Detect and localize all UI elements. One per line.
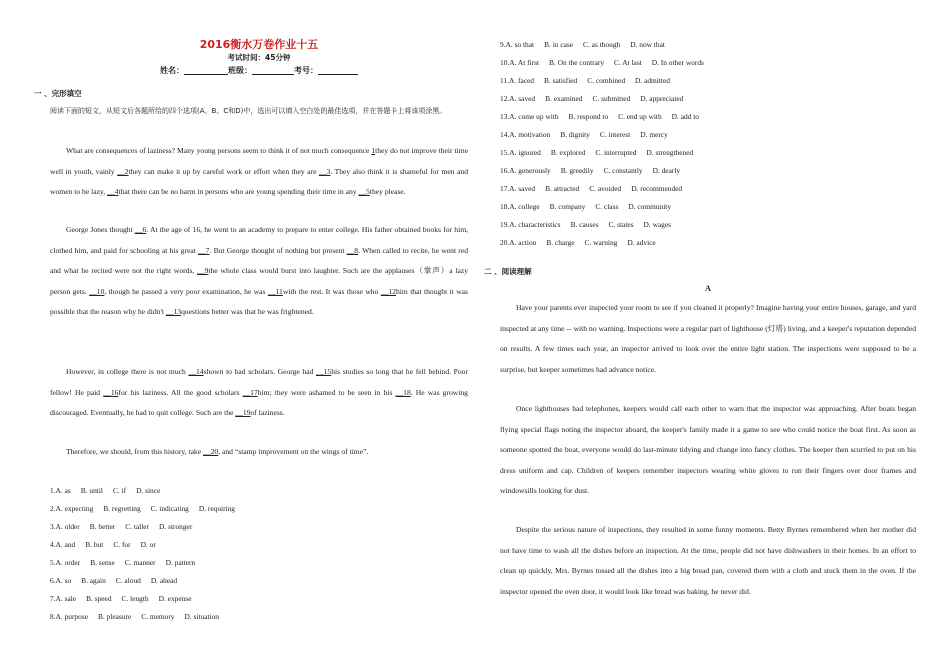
cloze-paragraph-4 (50, 442, 468, 463)
option-choice[interactable]: A. come up with (509, 112, 559, 121)
option-choice[interactable]: A. motivation (509, 130, 551, 139)
paragraph-text: him; they were ashamed to be seen in his (257, 387, 396, 397)
option-number: 15. (500, 148, 510, 157)
option-choice[interactable]: D. requiring (198, 504, 235, 513)
option-choice[interactable]: C. aloud (115, 576, 141, 585)
cloze-blank: __5 (358, 187, 370, 196)
option-choice[interactable]: A. At first (509, 58, 540, 67)
option-choice[interactable]: A. so (55, 576, 72, 585)
option-number: 2. (50, 504, 56, 513)
option-choice[interactable]: B. respond to (568, 112, 609, 121)
option-choice[interactable]: A. so that (505, 40, 535, 49)
paragraph-text: , and “stamp improvement on the wings of time”. (218, 447, 369, 456)
option-choice[interactable]: C. manner (124, 558, 156, 567)
option-choice[interactable]: B. pleasure (97, 612, 132, 621)
option-row (50, 540, 156, 549)
paragraph-text: of laziness. (250, 408, 285, 417)
option-number: 17. (500, 184, 510, 193)
option-choice[interactable]: B. until (80, 486, 103, 495)
option-choice[interactable]: D. expense (158, 594, 192, 603)
option-choice[interactable]: D. strengthened (646, 148, 694, 157)
option-choice[interactable]: C. At last (614, 58, 642, 67)
passage-label: A (705, 284, 711, 293)
paragraph-text: George Jones thought (66, 225, 135, 234)
option-choice[interactable]: C. for (113, 540, 131, 549)
cloze-blank: __11 (267, 286, 283, 296)
paragraph-text: questions better was that he was frightened. (181, 307, 314, 316)
option-choice[interactable]: D. situation (184, 612, 219, 621)
cloze-blank: __14 (188, 367, 204, 376)
exam-time: 考试时间：45分钟 (227, 53, 291, 62)
paragraph-text: with the rest. It was those who (282, 286, 381, 296)
cloze-blank: __2 (117, 166, 129, 176)
option-choice[interactable]: A. older (55, 522, 80, 531)
option-number: 3. (50, 522, 56, 531)
option-number: 6. (50, 576, 56, 585)
option-choice[interactable]: B. better (89, 522, 116, 531)
option-choice[interactable]: B. company (549, 202, 586, 211)
option-choice[interactable]: A. sale (55, 594, 77, 603)
cloze-blank: __3 (318, 166, 331, 176)
option-choice[interactable]: C. memory (141, 612, 175, 621)
option-choice[interactable]: C. combined (587, 76, 626, 85)
option-choice[interactable]: C. interest (599, 130, 631, 139)
option-number: 12. (500, 94, 510, 103)
cloze-blank: __17 (242, 387, 258, 397)
option-number: 5. (50, 558, 56, 567)
paragraph-text: , though he passed a very poor examination, he was (104, 286, 268, 296)
option-row (500, 148, 693, 157)
number-blank[interactable] (318, 65, 358, 75)
option-choice[interactable]: D. community (628, 202, 672, 211)
paragraph-text: they please. (369, 187, 406, 196)
option-choice[interactable]: D. add to (671, 112, 699, 121)
option-choice[interactable]: B. dignity (560, 130, 590, 139)
option-choice[interactable]: C. submitted (592, 94, 631, 103)
paragraph-text: they can make it up by careful work or effort when they are (128, 166, 319, 176)
cloze-blank: __9 (197, 266, 209, 275)
option-choice[interactable]: A. as (55, 486, 71, 495)
option-choice[interactable]: B. in case (544, 40, 574, 49)
reading-paragraph-3: Despite the serious nature of inspections, they resulted in some funny moments. Betty Byrnes remembered when her mother did not have time to wash all the dishes before an inspection. At the time, people did not have dishwashers in their homes. In an effort to clean up quickly, Mrs. Byrnes tossed all the dishes into a big bread pan, covered them with a cloth and stuck them in the oven. If the inspector opened the oven door, it would look like bread was baking. he never did. (500, 525, 916, 596)
option-row (50, 576, 177, 585)
option-choice[interactable]: C. taller (125, 522, 150, 531)
option-row (50, 504, 235, 513)
option-number: 20. (500, 238, 510, 247)
option-choice[interactable]: A. saved (509, 184, 536, 193)
option-row (500, 76, 670, 85)
paragraph-text: for his laziness. All the good scholars (118, 387, 243, 397)
option-choice[interactable]: A. college (509, 202, 540, 211)
cloze-blank: __19 (235, 408, 251, 417)
option-choice[interactable]: A. expecting (55, 504, 94, 513)
option-number: 8. (50, 612, 56, 621)
option-choice[interactable]: B. greedily (560, 166, 594, 175)
option-choice[interactable]: D. or (140, 540, 156, 549)
option-row (500, 238, 656, 247)
option-row (50, 612, 219, 621)
paragraph-text: . At the age of 16, he went to an academy to prepare to enter college. His father obtained books for him, clothed him, and paid for schooling at his great (50, 225, 468, 255)
paragraph-text: Therefore, we should, from this history, take (66, 447, 204, 456)
option-choice[interactable]: B. causes (570, 220, 599, 229)
option-number: 9. (500, 40, 506, 49)
option-choice[interactable]: B. satisfied (544, 76, 578, 85)
option-row (500, 58, 704, 67)
option-choice[interactable]: A. saved (509, 94, 536, 103)
option-number: 16. (500, 166, 510, 175)
option-number: 11. (500, 76, 509, 85)
paragraph-text: . He was growing discouraged. Eventually, he had to quit college. Such are the (50, 387, 468, 417)
option-number: 7. (50, 594, 56, 603)
option-number: 19. (500, 220, 510, 229)
option-choice[interactable]: C. end up with (618, 112, 662, 121)
paragraph-text: his studies so long that he fell behind. Poor fellow! He paid (50, 367, 468, 397)
option-number: 13. (500, 112, 510, 121)
option-choice[interactable]: D. admitted (635, 76, 670, 85)
number-label: 考号： (294, 66, 318, 75)
cloze-blank: __10 (89, 286, 105, 296)
option-choice[interactable]: C. class (595, 202, 619, 211)
reading-paragraph-1: Have your parents ever inspected your room to see if you cleaned it properly? Imagine having your entire houses, garage, and yard inspected at any time -- with no warning. Inspections were a regular part of lighthouse (灯塔) living, and a keeper's reputation depended on results. A few times each year, an inspector arrived to look over the entire light station. The inspections were supposed to be a surprise, but keeper sometimes had advance notice. (500, 303, 916, 374)
option-choice[interactable]: D. now that (630, 40, 665, 49)
option-choice[interactable]: D. dearly (652, 166, 681, 175)
cloze-blank: __6 (134, 225, 147, 234)
reading-paragraph-2: Once lighthouses had telephones, keepers would call each other to warn that the inspector was approaching. After boats began flying special flags noting the inspector aboard, the keeper's family made it a game to see who could notice the boat first. As soon as someone spotted the boat, everyone would do last-minute tidying and change into fancy clothes. The keeper then scurried to put on his dress uniform and cap. Children of keepers remember inspectors wearing white gloves to run their fingers over door frames and windowsills looking for dust. (500, 404, 916, 495)
cloze-blank: __20 (203, 447, 219, 456)
paragraph-text: What are consequences of laziness? Many young persons seem to think it of not much consequence (66, 146, 372, 155)
cloze-blank: __4 (107, 187, 119, 196)
option-choice[interactable]: A. ignored (509, 148, 541, 157)
option-choice[interactable]: A. and (55, 540, 76, 549)
option-number: 14. (500, 130, 510, 139)
cloze-blank: 1 (371, 146, 376, 155)
option-row (500, 130, 668, 139)
cloze-blank: __13 (165, 307, 182, 316)
name-blank[interactable] (184, 65, 228, 75)
option-row (500, 112, 699, 121)
option-choice[interactable]: C. if (112, 486, 127, 495)
page-title: 2016衡水万卷作业十五 (199, 38, 319, 51)
cloze-paragraph-2 (50, 220, 468, 323)
option-choice[interactable]: D. stronger (159, 522, 193, 531)
option-choice[interactable]: D. mercy (640, 130, 668, 139)
paragraph-text: him that thought it was possible that the reason why he didn't (50, 286, 468, 316)
paragraph-text: . But George thought of nothing but present (209, 245, 347, 255)
option-choice[interactable]: D. ahead (150, 576, 178, 585)
name-label: 姓名： (160, 66, 184, 75)
option-choice[interactable]: D. appreciated (640, 94, 684, 103)
option-number: 10. (500, 58, 510, 67)
option-choice[interactable]: C. avoided (589, 184, 622, 193)
option-choice[interactable]: C. states (608, 220, 634, 229)
option-choice[interactable]: B. explored (550, 148, 586, 157)
paragraph-text: However, in college there is not much (66, 367, 189, 376)
option-number: 4. (50, 540, 56, 549)
option-choice[interactable]: D. advice (627, 238, 656, 247)
cloze-blank: __7 (198, 245, 210, 255)
option-row (500, 184, 682, 193)
option-row (500, 40, 665, 49)
option-choice[interactable]: C. length (121, 594, 149, 603)
option-choice[interactable]: A. action (509, 238, 537, 247)
option-choice[interactable]: A. characteristics (509, 220, 561, 229)
option-number: 18. (500, 202, 510, 211)
cloze-instruction: 阅读下面的短文，从短文后各题所给的四个选项(A、B、C和D)中，选出可以填入空白处的最佳选项，并在答题卡上将该项涂黑。 (50, 107, 447, 115)
option-choice[interactable]: D. since (136, 486, 161, 495)
option-choice[interactable]: C. as though (583, 40, 621, 49)
option-number: 1. (50, 486, 56, 495)
cloze-paragraph-3 (50, 362, 468, 424)
option-choice[interactable]: B. regretting (103, 504, 141, 513)
cloze-blank: __15 (316, 367, 332, 376)
option-row (500, 166, 680, 175)
option-choice[interactable]: B. charge (546, 238, 575, 247)
option-choice[interactable]: B. sense (90, 558, 115, 567)
paragraph-text: that there can be no harm in persons who are young spending their time in any (118, 187, 359, 196)
paragraph-text: the whole class would burst into laughter. Such are the applauses（掌声）a lazy person gets. (50, 266, 468, 296)
paragraph-text: they do not improve their time well in youth, vainly (50, 146, 468, 176)
paragraph-text: . They also think it is shameful for men and women to be lazy, (50, 166, 468, 196)
option-choice[interactable]: B. On the contrary (549, 58, 605, 67)
class-blank[interactable] (252, 65, 294, 75)
option-choice[interactable]: B. speed (86, 594, 112, 603)
option-choice[interactable]: A. generously (509, 166, 551, 175)
option-row (500, 220, 671, 229)
cloze-paragraph-1 (50, 141, 468, 203)
option-row (50, 522, 192, 531)
option-choice[interactable]: A. faced (508, 76, 534, 85)
option-row (50, 594, 191, 603)
option-choice[interactable]: C. indicating (150, 504, 189, 513)
option-choice[interactable]: D. wages (643, 220, 672, 229)
paragraph-text: . When called to recite, he went red and what he recited were not the right words, (50, 245, 468, 275)
option-choice[interactable]: C. constantly (603, 166, 643, 175)
section-heading-cloze: 一 、完形填空 (34, 89, 82, 98)
option-choice[interactable]: B. again (81, 576, 106, 585)
section-heading-reading: 二 、阅读理解 (484, 267, 532, 276)
option-row (50, 486, 160, 495)
option-choice[interactable]: A. order (55, 558, 81, 567)
option-choice[interactable]: D. pattern (165, 558, 196, 567)
cloze-blank: __16 (103, 387, 119, 397)
option-choice[interactable]: A. purpose (55, 612, 88, 621)
option-choice[interactable]: D. In other words (651, 58, 704, 67)
option-choice[interactable]: C. interrupted (595, 148, 637, 157)
option-choice[interactable]: C. warning (584, 238, 618, 247)
option-choice[interactable]: B. examined (545, 94, 583, 103)
option-choice[interactable]: D. recommended (631, 184, 683, 193)
option-row (500, 202, 671, 211)
option-row (50, 558, 195, 567)
cloze-blank: __8 (346, 245, 359, 255)
option-choice[interactable]: B. but (85, 540, 104, 549)
paragraph-text: shown to bad scholars. George had (203, 367, 317, 376)
cloze-blank: __12 (380, 286, 396, 296)
class-label: 班级： (228, 66, 252, 75)
option-row (500, 94, 683, 103)
option-choice[interactable]: B. attracted (545, 184, 580, 193)
student-info-line (50, 65, 468, 76)
cloze-blank: __18 (395, 387, 411, 397)
